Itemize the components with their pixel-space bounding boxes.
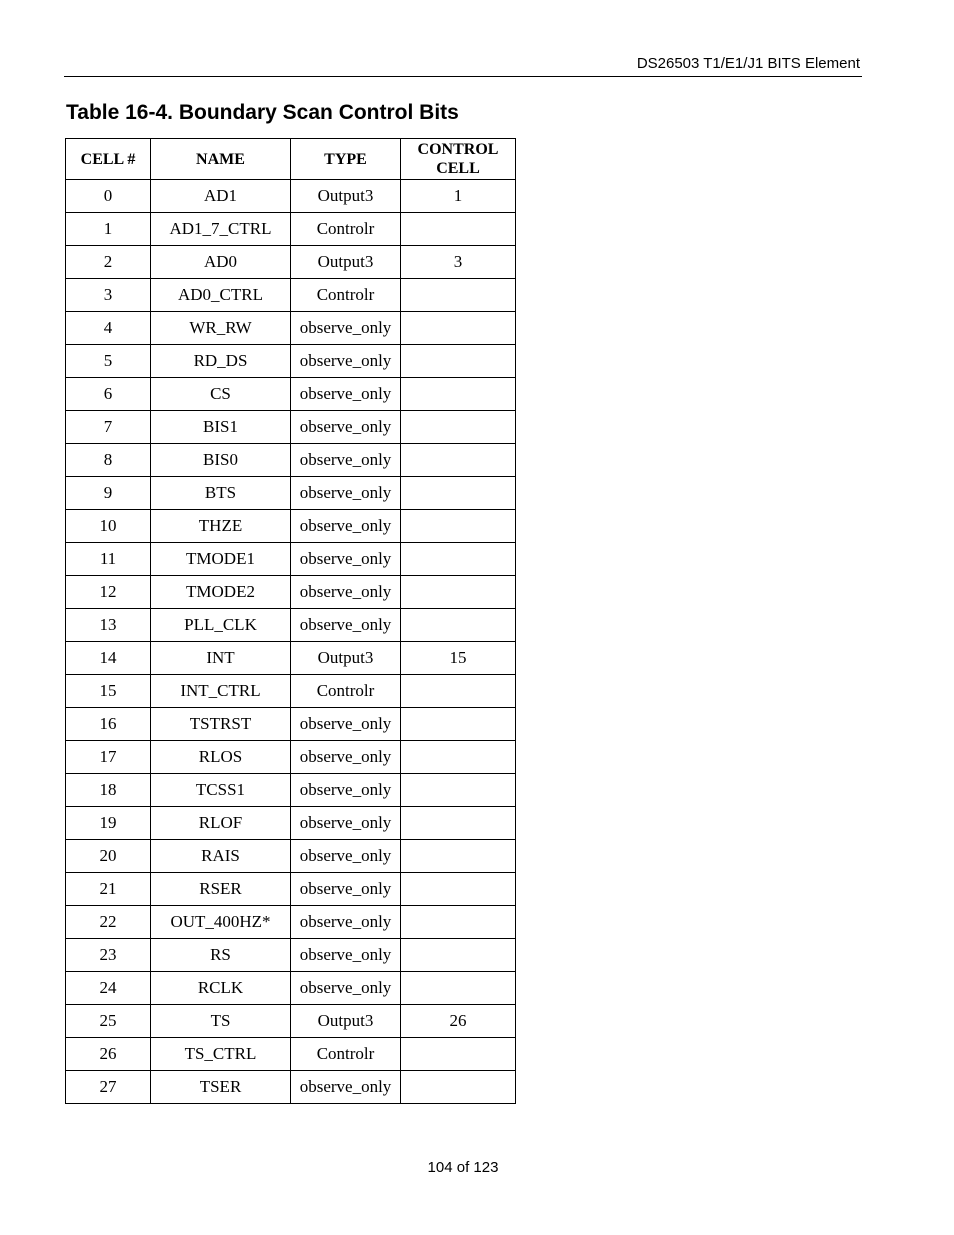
- cell-control: [401, 807, 516, 840]
- table-body: [66, 180, 516, 1104]
- cell-number: 1: [66, 213, 151, 246]
- cell-number: 23: [66, 939, 151, 972]
- cell-control: [401, 378, 516, 411]
- cell-name: TS: [151, 1005, 291, 1038]
- cell-type: Output3: [291, 180, 401, 213]
- table-row: [66, 1071, 516, 1104]
- cell-control: 1: [401, 180, 516, 213]
- cell-control: 3: [401, 246, 516, 279]
- cell-name: AD0_CTRL: [151, 279, 291, 312]
- cell-number: 13: [66, 609, 151, 642]
- cell-number: 6: [66, 378, 151, 411]
- cell-control: [401, 906, 516, 939]
- cell-number: 2: [66, 246, 151, 279]
- cell-name: AD1: [151, 180, 291, 213]
- cell-number: 18: [66, 774, 151, 807]
- cell-name: OUT_400HZ*: [151, 906, 291, 939]
- cell-type: observe_only: [291, 774, 401, 807]
- cell-type: observe_only: [291, 444, 401, 477]
- cell-name: TSTRST: [151, 708, 291, 741]
- table-row: [66, 543, 516, 576]
- table-header-row: [66, 139, 516, 180]
- cell-number: 14: [66, 642, 151, 675]
- cell-control: 26: [401, 1005, 516, 1038]
- cell-type: observe_only: [291, 972, 401, 1005]
- cell-type: Output3: [291, 246, 401, 279]
- cell-number: 26: [66, 1038, 151, 1071]
- document-header-title: DS26503 T1/E1/J1 BITS Element: [636, 55, 860, 72]
- table-row: [66, 906, 516, 939]
- column-header-name: NAME: [151, 139, 291, 180]
- cell-control: [401, 1038, 516, 1071]
- cell-name: RD_DS: [151, 345, 291, 378]
- cell-number: 12: [66, 576, 151, 609]
- cell-type: observe_only: [291, 741, 401, 774]
- cell-number: 21: [66, 873, 151, 906]
- cell-type: observe_only: [291, 708, 401, 741]
- cell-control: [401, 477, 516, 510]
- table-row: [66, 378, 516, 411]
- cell-number: 15: [66, 675, 151, 708]
- table-row: [66, 411, 516, 444]
- table-row: [66, 1005, 516, 1038]
- cell-name: WR_RW: [151, 312, 291, 345]
- cell-name: BIS0: [151, 444, 291, 477]
- cell-name: TMODE2: [151, 576, 291, 609]
- cell-type: Output3: [291, 1005, 401, 1038]
- cell-control: [401, 939, 516, 972]
- cell-type: observe_only: [291, 543, 401, 576]
- cell-number: 8: [66, 444, 151, 477]
- table-row: [66, 741, 516, 774]
- table-row: [66, 939, 516, 972]
- cell-control: [401, 510, 516, 543]
- cell-number: 25: [66, 1005, 151, 1038]
- table-title: Table 16-4. Boundary Scan Control Bits: [66, 101, 459, 124]
- cell-control: [401, 543, 516, 576]
- cell-name: AD1_7_CTRL: [151, 213, 291, 246]
- cell-name: BTS: [151, 477, 291, 510]
- column-header-type: TYPE: [291, 139, 401, 180]
- cell-name: RSER: [151, 873, 291, 906]
- cell-type: Controlr: [291, 279, 401, 312]
- cell-number: 27: [66, 1071, 151, 1104]
- cell-control: [401, 213, 516, 246]
- cell-name: INT_CTRL: [151, 675, 291, 708]
- cell-type: observe_only: [291, 873, 401, 906]
- cell-name: TMODE1: [151, 543, 291, 576]
- cell-number: 10: [66, 510, 151, 543]
- cell-number: 3: [66, 279, 151, 312]
- table-row: [66, 279, 516, 312]
- cell-number: 19: [66, 807, 151, 840]
- cell-number: 5: [66, 345, 151, 378]
- table-row: [66, 477, 516, 510]
- cell-name: TS_CTRL: [151, 1038, 291, 1071]
- cell-control: [401, 576, 516, 609]
- cell-control: [401, 741, 516, 774]
- cell-type: observe_only: [291, 609, 401, 642]
- table-row: [66, 609, 516, 642]
- cell-type: observe_only: [291, 906, 401, 939]
- cell-control: [401, 279, 516, 312]
- cell-number: 4: [66, 312, 151, 345]
- table-row: [66, 873, 516, 906]
- cell-type: observe_only: [291, 576, 401, 609]
- table-row: [66, 642, 516, 675]
- cell-type: Controlr: [291, 675, 401, 708]
- table-row: [66, 807, 516, 840]
- cell-type: observe_only: [291, 807, 401, 840]
- cell-type: observe_only: [291, 939, 401, 972]
- cell-name: BIS1: [151, 411, 291, 444]
- table-row: [66, 246, 516, 279]
- table-row: [66, 1038, 516, 1071]
- table-row: [66, 213, 516, 246]
- cell-type: observe_only: [291, 411, 401, 444]
- cell-name: RAIS: [151, 840, 291, 873]
- cell-control: [401, 675, 516, 708]
- cell-name: INT: [151, 642, 291, 675]
- table-row: [66, 444, 516, 477]
- cell-name: CS: [151, 378, 291, 411]
- boundary-scan-table: [65, 138, 516, 1104]
- table-row: [66, 312, 516, 345]
- cell-type: observe_only: [291, 345, 401, 378]
- cell-control: [401, 345, 516, 378]
- cell-number: 9: [66, 477, 151, 510]
- table-row: [66, 180, 516, 213]
- cell-type: Controlr: [291, 1038, 401, 1071]
- cell-type: observe_only: [291, 378, 401, 411]
- cell-number: 24: [66, 972, 151, 1005]
- cell-number: 17: [66, 741, 151, 774]
- cell-number: 0: [66, 180, 151, 213]
- cell-type: observe_only: [291, 477, 401, 510]
- column-header-cell-number: CELL #: [66, 139, 151, 180]
- cell-name: THZE: [151, 510, 291, 543]
- cell-name: RLOF: [151, 807, 291, 840]
- table-row: [66, 774, 516, 807]
- table-row: [66, 840, 516, 873]
- column-header-control-cell: CONTROL CELL: [401, 139, 516, 180]
- cell-name: RS: [151, 939, 291, 972]
- cell-control: [401, 411, 516, 444]
- table-row: [66, 675, 516, 708]
- cell-control: [401, 972, 516, 1005]
- cell-type: observe_only: [291, 840, 401, 873]
- cell-control: [401, 840, 516, 873]
- cell-type: Output3: [291, 642, 401, 675]
- table-row: [66, 345, 516, 378]
- header-divider: [64, 76, 862, 77]
- cell-type: observe_only: [291, 510, 401, 543]
- cell-number: 22: [66, 906, 151, 939]
- page-number: 104 of 123: [427, 1159, 499, 1176]
- cell-type: Controlr: [291, 213, 401, 246]
- cell-number: 7: [66, 411, 151, 444]
- cell-type: observe_only: [291, 1071, 401, 1104]
- cell-control: 15: [401, 642, 516, 675]
- cell-name: TCSS1: [151, 774, 291, 807]
- table-row: [66, 576, 516, 609]
- cell-control: [401, 312, 516, 345]
- cell-number: 20: [66, 840, 151, 873]
- cell-number: 11: [66, 543, 151, 576]
- cell-control: [401, 444, 516, 477]
- cell-control: [401, 873, 516, 906]
- table-row: [66, 972, 516, 1005]
- cell-name: AD0: [151, 246, 291, 279]
- cell-number: 16: [66, 708, 151, 741]
- table-row: [66, 708, 516, 741]
- cell-name: RCLK: [151, 972, 291, 1005]
- cell-name: RLOS: [151, 741, 291, 774]
- cell-control: [401, 609, 516, 642]
- cell-name: PLL_CLK: [151, 609, 291, 642]
- cell-control: [401, 708, 516, 741]
- cell-control: [401, 1071, 516, 1104]
- cell-type: observe_only: [291, 312, 401, 345]
- table-row: [66, 510, 516, 543]
- cell-control: [401, 774, 516, 807]
- cell-name: TSER: [151, 1071, 291, 1104]
